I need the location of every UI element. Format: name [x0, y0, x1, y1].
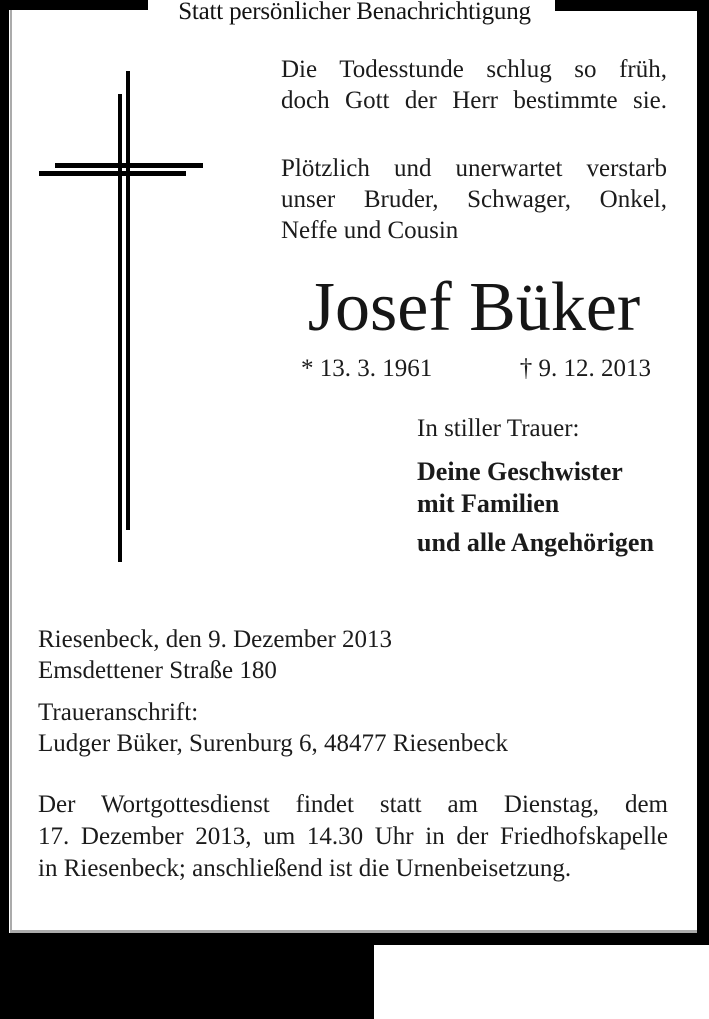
frame-bar-right [697, 0, 709, 945]
redaction-block [0, 945, 374, 1019]
masthead-title: Statt persönlicher Benachrichtigung [178, 0, 531, 25]
deceased-name: Josef Büker [307, 269, 641, 346]
mourning-line: mit Familien [417, 489, 560, 518]
card-edge-left [10, 10, 12, 933]
death-date: † 9. 12. 2013 [519, 355, 651, 382]
place-date-line: Riesenbeck, den 9. Dezember 2013 [38, 626, 393, 653]
service-line: Der Wortgottesdienst findet statt am Dienstag, dem [38, 791, 668, 818]
condolence-address: Ludger Büker, Surenburg 6, 48477 Riesenbeck [38, 730, 508, 757]
service-line: in Riesenbeck; anschließend ist die Urnenbeisetzung. [38, 855, 572, 882]
announcement-line: Neffe und Cousin [281, 217, 459, 244]
mourning-block [417, 414, 654, 559]
cross-horizontal-lower [39, 171, 186, 176]
verse-block [281, 54, 667, 116]
mourning-line: und alle Angehörigen [417, 528, 654, 557]
announcement-block [281, 153, 667, 246]
bottom-rule-band [0, 933, 709, 945]
birth-date: * 13. 3. 1961 [301, 355, 433, 382]
service-block [38, 789, 668, 885]
frame-bar-left [0, 0, 9, 940]
announcement-line: unser Bruder, Schwager, Onkel, [281, 186, 667, 213]
service-line: 17. Dezember 2013, um 14.30 Uhr in der Friedhofskapelle [38, 823, 668, 850]
life-dates [281, 353, 667, 384]
cross-horizontal-upper [55, 163, 203, 168]
condolence-label: Traueranschrift: [38, 699, 199, 726]
cross-vertical-right [126, 71, 130, 530]
place-date-line: Emsdettener Straße 180 [38, 657, 277, 684]
place-date-block [38, 624, 508, 759]
mourning-line: Deine Geschwister [417, 457, 623, 486]
verse-line: doch Gott der Herr bestimmte sie. [281, 87, 667, 114]
announcement-line: Plötzlich und unerwartet verstarb [281, 155, 667, 182]
verse-line: Die Todesstunde schlug so früh, [281, 56, 667, 83]
mourning-label: In stiller Trauer: [417, 415, 580, 442]
